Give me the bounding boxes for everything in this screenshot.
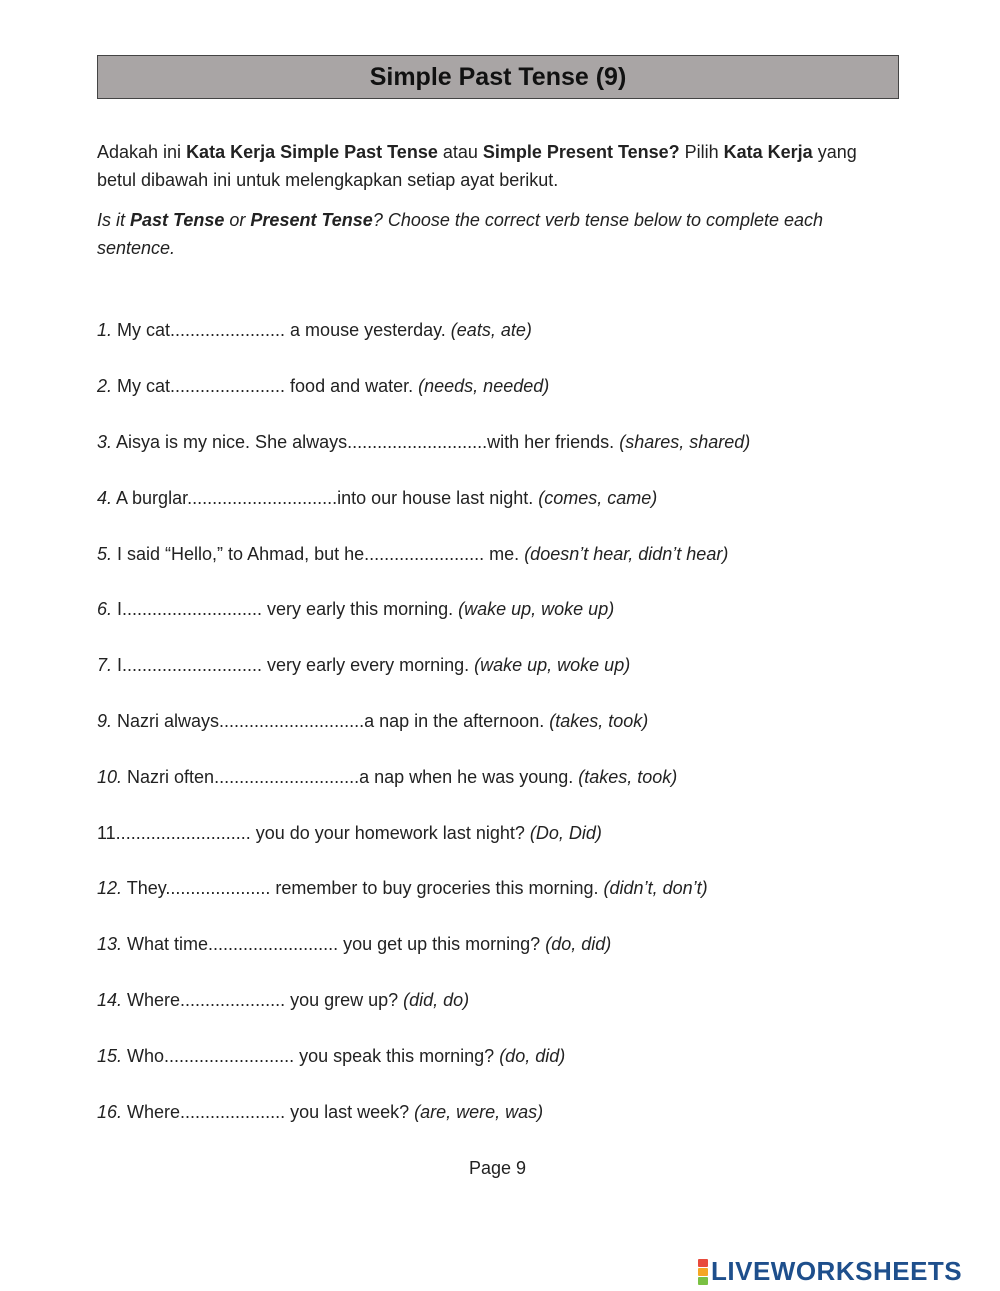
question-options: (did, do) [403, 990, 470, 1010]
question-item[interactable] [97, 821, 602, 845]
question-number: 5. [97, 544, 113, 564]
logo-icon-block [698, 1268, 708, 1276]
instr-ms-text-4: yang betul dibawah ini untuk melengkapkan setiap ayat berikut. [97, 142, 857, 190]
question-number: 7. [97, 655, 113, 675]
title-banner [97, 55, 899, 99]
question-options: (do, did) [499, 1046, 566, 1066]
question-options: (takes, took) [578, 767, 678, 787]
question-text: Nazri often.............................a nap when he was young. [122, 767, 579, 787]
question-text: What time.......................... you get up this morning? [122, 934, 546, 954]
question-number: 13. [97, 934, 123, 954]
question-text: Where..................... you grew up? [122, 990, 404, 1010]
question-number: 3. [97, 432, 113, 452]
question-number: 6. [97, 599, 113, 619]
question-text: My cat....................... a mouse yesterday. [112, 320, 451, 340]
question-number: 16. [97, 1102, 123, 1122]
logo-icon [698, 1259, 708, 1285]
page-number: Page 9 [468, 1158, 527, 1178]
question-item[interactable] [97, 318, 532, 342]
question-options: (doesn’t hear, didn’t hear) [524, 544, 729, 564]
question-text: I............................ very early this morning. [112, 599, 459, 619]
question-text: Aisya is my nice. She always............................with her friends. [112, 432, 620, 452]
question-item[interactable] [97, 765, 677, 789]
question-text: Nazri always.............................a nap in the afternoon. [112, 711, 550, 731]
question-options: (wake up, woke up) [474, 655, 631, 675]
question-options: (are, were, was) [414, 1102, 544, 1122]
question-item[interactable] [97, 374, 549, 398]
question-text: They..................... remember to buy groceries this morning. [122, 878, 604, 898]
logo-icon-block [698, 1277, 708, 1285]
liveworksheets-logo[interactable] [698, 1256, 962, 1287]
instr-ms-text-1: Adakah ini [97, 142, 187, 162]
question-text: Who.......................... you speak this morning? [122, 1046, 500, 1066]
instr-en-text-3: ? Choose the correct verb tense below to complete each sentence. [97, 210, 824, 258]
question-number: 2. [97, 376, 113, 396]
instr-ms-text-2: atau [437, 142, 483, 162]
instr-en-bold-1: Past Tense [130, 210, 225, 230]
question-item[interactable] [97, 876, 708, 900]
question-text: My cat....................... food and water. [112, 376, 419, 396]
question-text: Where..................... you last week? [122, 1102, 415, 1122]
question-number: 14. [97, 990, 123, 1010]
question-options: (eats, ate) [450, 320, 532, 340]
instr-en-text-2: or [224, 210, 251, 230]
page-title: Simple Past Tense (9) [369, 62, 627, 91]
instr-ms-bold-3: Kata Kerja [723, 142, 813, 162]
instr-ms-bold-2: Simple Present Tense? [482, 142, 680, 162]
question-options: (shares, shared) [619, 432, 751, 452]
question-item[interactable] [97, 1044, 565, 1068]
instructions-english [97, 206, 887, 262]
question-item[interactable] [97, 653, 630, 677]
question-options: (needs, needed) [418, 376, 550, 396]
question-number: 4. [97, 488, 113, 508]
instr-en-text-1: Is it [97, 210, 131, 230]
question-number: 1. [97, 320, 113, 340]
question-item[interactable] [97, 932, 611, 956]
question-text: I said “Hello,” to Ahmad, but he........................ me. [112, 544, 525, 564]
question-item[interactable] [97, 1100, 543, 1124]
question-item[interactable] [97, 542, 728, 566]
question-options: (takes, took) [549, 711, 649, 731]
question-options: (Do, Did) [529, 823, 602, 843]
logo-icon-block [698, 1259, 708, 1267]
question-options: (wake up, woke up) [458, 599, 615, 619]
question-options: (comes, came) [538, 488, 658, 508]
question-text: 11........................... you do your homework last night? [97, 823, 530, 843]
instructions-malay [97, 138, 887, 194]
question-options: (do, did) [545, 934, 612, 954]
question-item[interactable] [97, 486, 657, 510]
question-item[interactable] [97, 430, 750, 454]
question-item[interactable] [97, 988, 469, 1012]
question-number: 15. [97, 1046, 123, 1066]
question-item[interactable] [97, 597, 614, 621]
question-text: A burglar..............................into our house last night. [112, 488, 539, 508]
question-text: I............................ very early every morning. [112, 655, 475, 675]
question-number: 10. [97, 767, 123, 787]
question-number: 9. [97, 711, 113, 731]
instr-ms-bold-1: Kata Kerja Simple Past Tense [186, 142, 438, 162]
question-item[interactable] [97, 709, 648, 733]
logo-text: LIVEWORKSHEETS [711, 1256, 963, 1286]
instr-ms-text-3: Pilih [679, 142, 724, 162]
instr-en-bold-2: Present Tense [250, 210, 373, 230]
question-number: 12. [97, 878, 123, 898]
question-options: (didn’t, don’t) [603, 878, 708, 898]
